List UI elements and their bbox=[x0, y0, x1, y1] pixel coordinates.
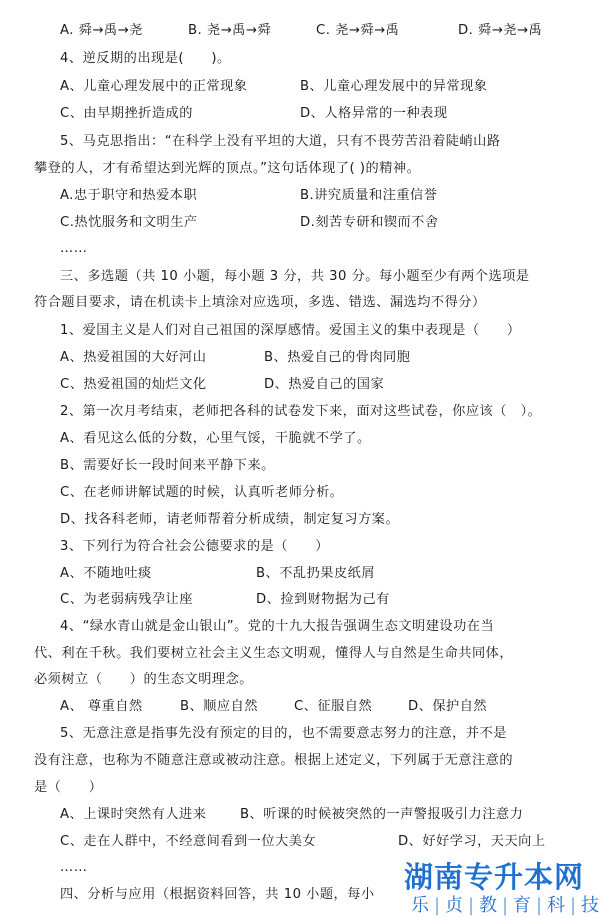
mc3-option-c: C. 尧→舜→禹 bbox=[316, 23, 400, 38]
watermark-sub-char: 科 bbox=[547, 895, 565, 916]
q4-option-d: D、保护自然 bbox=[408, 699, 488, 714]
mc3-option-a: A. 舜→禹→尧 bbox=[60, 23, 143, 38]
watermark-sub-char: 教 bbox=[479, 895, 497, 916]
mc4-option-b: B、儿童心理发展中的异常现象 bbox=[300, 79, 488, 94]
q1-option-b: B、热爱自己的骨肉同胞 bbox=[264, 350, 411, 365]
mc5-option-b: B.讲究质量和注重信誉 bbox=[300, 188, 438, 203]
q3-option-c: C、为老弱病残孕让座 bbox=[60, 592, 193, 607]
q3-option-d: D、捡到财物据为己有 bbox=[256, 592, 390, 607]
mc3-option-b: B. 尧→禹→舜 bbox=[188, 23, 272, 38]
mc5-option-c: C.热忱服务和文明生产 bbox=[60, 215, 198, 230]
mc5-option-d: D.刻苦专研和锲而不舍 bbox=[300, 215, 439, 230]
q5-option-c: C、走在人群中，不经意间看到一位大美女 bbox=[60, 834, 317, 849]
q1-option-a: A、热爱祖国的大好河山 bbox=[60, 350, 207, 365]
mc5-option-a: A.忠于职守和热爱本职 bbox=[60, 188, 198, 203]
q5-option-a: A、上课时突然有人进来 bbox=[60, 807, 207, 822]
watermark-sub-char: 贞 bbox=[445, 895, 463, 916]
watermark-subtitle: 乐 | 贞 | 教 | 育 | 科 | 技 bbox=[406, 891, 604, 917]
mc3-option-d: D. 舜→尧→禹 bbox=[458, 23, 543, 38]
mc4-option-d: D、人格异常的一种表现 bbox=[300, 106, 448, 121]
q1-option-c: C、热爱祖国的灿烂文化 bbox=[60, 377, 207, 392]
q5-option-d: D、好好学习，天天向上 bbox=[398, 834, 546, 849]
q3-option-b: B、不乱扔果皮纸屑 bbox=[256, 566, 376, 581]
mc4-option-c: C、由早期挫折造成的 bbox=[60, 106, 193, 121]
q4-option-c: C、征服自然 bbox=[294, 699, 373, 714]
watermark-logo bbox=[400, 855, 599, 916]
q4-option-b: B、顺应自然 bbox=[180, 699, 258, 714]
watermark-sub-char: 育 bbox=[513, 895, 531, 916]
q4-option-a: A、 尊重自然 bbox=[60, 699, 143, 714]
watermark-title: 湖南专升本网 bbox=[404, 860, 585, 894]
watermark-sub-char: 乐 bbox=[411, 895, 429, 916]
q1-option-d: D、热爱自己的国家 bbox=[264, 377, 385, 392]
exam-page: A. 舜→禹→尧 B. 尧→禹→舜 C. 尧→舜→禹 D. 舜→尧→禹 4、逆反期的出现是( )。 A、儿童心理发展中的正常现象 B、儿童心理发展中的异常现象 C、由早期挫折造成的 D、人格异常的一种表现 5、马克思指出：“在科学上没有平坦的大道，只有不畏劳苦沿着陡峭山路 攀登的人，才有希望达到光辉的顶点。”这句话体现了( )的精神。 A.忠于职守和热爱本职 B.讲究质量和注重信誉 C.热忱服务和文明生产 D.刻苦专研和锲而不舍 …… 三、多选题（共 10 小题，每小题 3 分，共 30 分。每小题至少有两个选项是 符合题目要求，请在机读卡上填涂对应选项，多选、错选、漏选均不得分） 1、爱国主义是人们对自己祖国的深厚感情。爱国主义的集中表现是（ ） A、热爱祖国的大好河山 B、热爱自己的骨肉同胞 C、热爱祖国的灿烂文化 D、热爱自己的国家 2、第一次月考结束，老师把各科的试卷发下来，面对这些试卷，你应该（ ）。 A、看见这么低的分数，心里气馁，干脆就不学了。 B、需要好长一段时间来平静下来。 C、在老师讲解试题的时候，认真听老师分析。 D、找各科老师，请老师帮着分析成绩，制定复习方案。 3、下列行为符合社会公德要求的是（ ） A、不随地吐痰 B、不乱扔果皮纸屑 C、为老弱病残孕让座 D、捡到财物据为己有 4、“绿水青山就是金山银山”。党的十九大报告强调生态文明建设功在当 代、利在千秋。我们要树立社会主义生态文明观，懂得人与自然是生命共同体， 必须树立（ ）的生态文明理念。 A、 尊重自然 B、顺应自然 C、征服自然 D、保护自然 5、无意注意是指事先没有预定的目的，也不需要意志努力的注意，并不是 没有注意，也称为不随意注意或被动注意。根据上述定义，下列属于无意注意的 是（ ） A、上课时突然有人进来 B、听课的时候被突然的一声警报吸引力注意力 C、走在人群中，不经意间看到一位大美女 D、好好学习，天天向上 …… 四、分析与应用（根据资料回答，共 10 小题，每小 湖南专升本网 乐 | 贞 | 教 | 育 | 科 | 技 bbox=[0, 0, 595, 915]
watermark-sub-char: 技 bbox=[581, 895, 599, 916]
mc4-option-a: A、儿童心理发展中的正常现象 bbox=[60, 79, 248, 94]
q5-option-b: B、听课的时候被突然的一声警报吸引力注意力 bbox=[240, 807, 524, 822]
q3-option-a: A、不随地吐痰 bbox=[60, 566, 152, 581]
